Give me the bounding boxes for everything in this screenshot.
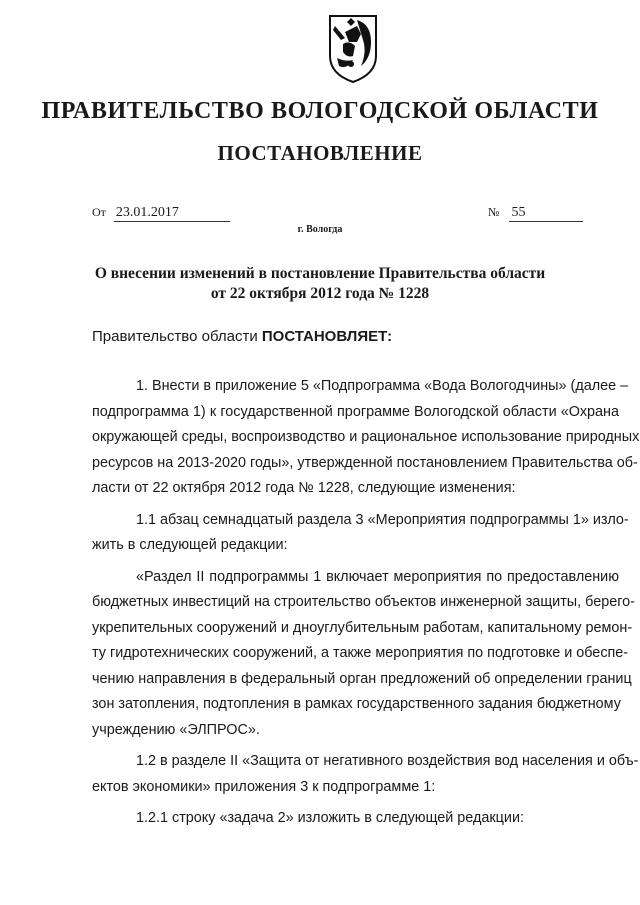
document-subject [0, 264, 640, 304]
paragraph-line: жить в следующей редакции: [92, 537, 288, 553]
number-field [488, 205, 583, 222]
paragraph-line: ектов экономики» приложения 3 к подпрограмме 1: [92, 778, 436, 795]
preamble-text: Правительство области [92, 328, 262, 345]
paragraph-line: укрепительных сооружений и дноуглубительным работам, капитальному ремон- [92, 619, 633, 636]
date-prefix: От [92, 205, 106, 219]
preamble-decree-word: ПОСТАНОВЛЯЕТ: [261, 328, 393, 345]
paragraph-line: учреждению «ЭЛПРОС». [92, 721, 260, 738]
paragraph-line: окружающей среды, воспроизводство и рациональное использование природных [92, 429, 640, 445]
paragraph-line: чению направления в федеральный орган предложений об определении границ [92, 670, 632, 687]
city-label: г. Вологда [297, 224, 343, 235]
body-paragraph [92, 806, 619, 832]
body-paragraph [92, 749, 639, 800]
paragraph-line: зон затопления, подтопления в рамках государственного задания бюджетному [92, 696, 621, 712]
paragraph-line: 1.1 абзац семнадцатый раздела 3 «Мероприятия подпрограммы 1» изло- [136, 511, 629, 528]
body-paragraph [92, 508, 629, 559]
paragraph-line: ласти от 22 октября 2012 года № 1228, следующие изменения: [92, 480, 516, 496]
preamble [92, 328, 392, 345]
coat-of-arms-icon [327, 12, 379, 84]
number-value: 55 [509, 205, 583, 222]
paragraph-line: 1. Внести в приложение 5 «Подпрограмма «Вода Вологодчины» (далее – [136, 378, 629, 394]
coat-of-arms-emblem [327, 12, 379, 84]
body-paragraph [92, 374, 640, 502]
paragraph-line: ресурсов на 2013-2020 годы», утвержденной постановлением Правительства об- [92, 454, 638, 471]
paragraph-line: «Раздел II подпрограммы 1 включает мероприятия по предоставлению [136, 568, 619, 585]
document-body [92, 374, 640, 838]
organization-title: ПРАВИТЕЛЬСТВО ВОЛОГОДСКОЙ ОБЛАСТИ [41, 98, 599, 124]
subject-line: от 22 октября 2012 года № 1228 [210, 285, 430, 302]
paragraph-line: 1.2 в разделе II «Защита от негативного воздействия вод населения и объ- [136, 753, 639, 769]
paragraph-line: 1.2.1 строку «задача 2» изложить в следующей редакции: [136, 810, 524, 826]
paragraph-line: ту гидротехнических сооружений, а также мероприятия по подготовке и обеспе- [92, 645, 629, 661]
date-value: 23.01.2017 [114, 205, 230, 222]
paragraph-line: бюджетных инвестиций на строительство объектов инженерной защиты, берего- [92, 594, 635, 610]
body-paragraph [92, 565, 635, 744]
date-field [92, 205, 230, 222]
paragraph-line: подпрограмма 1) к государственной программе Вологодской области «Охрана [92, 403, 619, 420]
subject-line: О внесении изменений в постановление Правительства области [94, 265, 546, 282]
number-prefix: № [488, 205, 500, 219]
document-type-title: ПОСТАНОВЛЕНИЕ [217, 141, 423, 165]
